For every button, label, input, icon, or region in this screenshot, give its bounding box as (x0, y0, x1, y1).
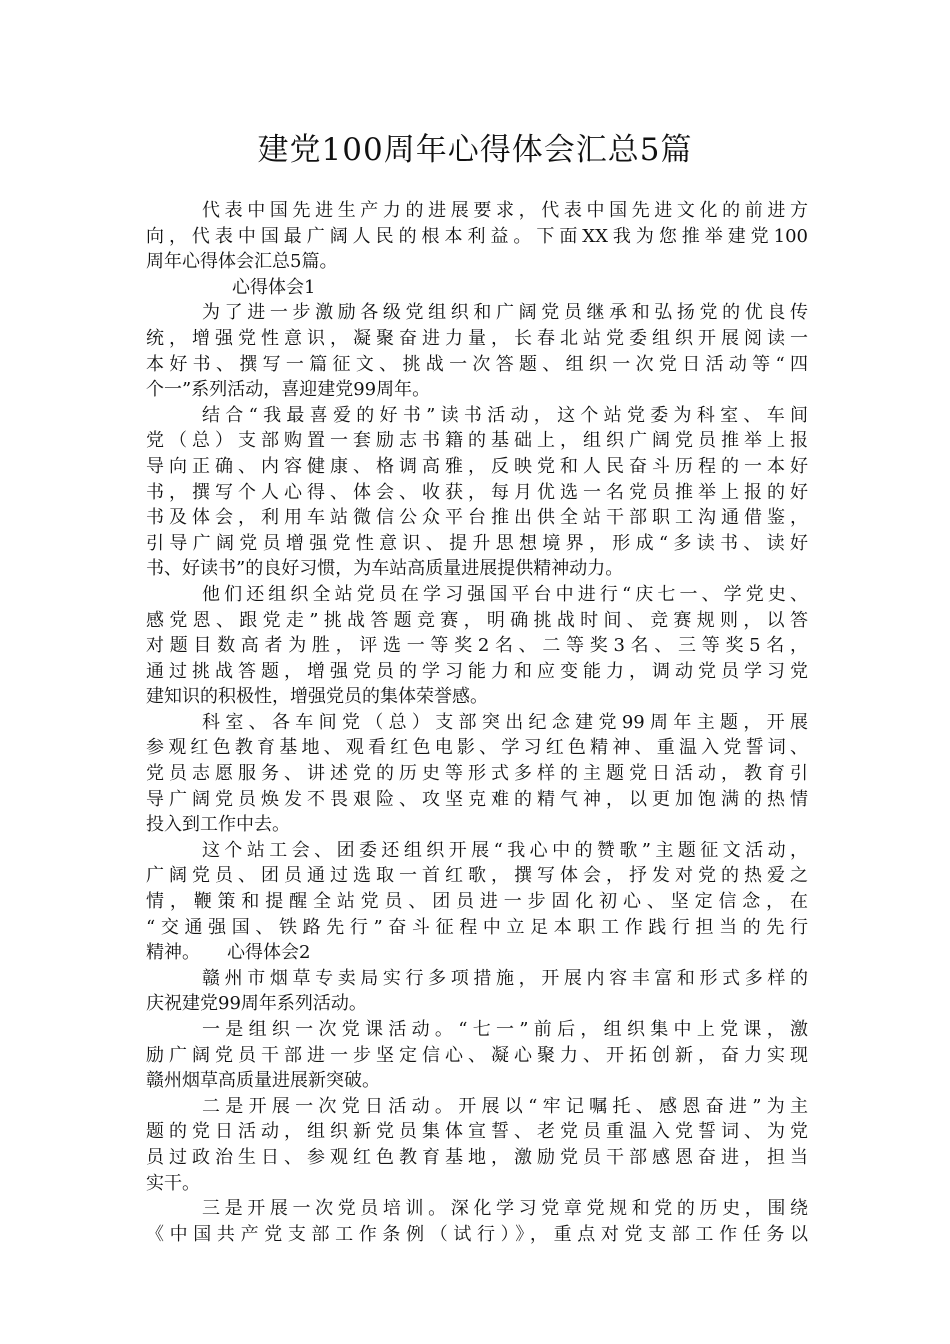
text-line: 对题目数高者为胜，评选一等奖2名、二等奖3名、三等奖5名， (146, 635, 808, 657)
text-line: 个一”系列活动，喜迎建党99周年。 (146, 379, 431, 401)
text-line: 党员志愿服务、讲述党的历史等形式多样的主题党日活动，教育引 (146, 763, 808, 785)
text-line: 代表中国先进生产力的进展要求，代表中国先进文化的前进方 (202, 200, 808, 221)
text-line: 结合“我最喜爱的好书”读书活动，这个站党委为科室、车间 (202, 404, 808, 426)
text-line: 实干。 (146, 1172, 200, 1194)
text-line: 《中国共产党支部工作条例（试行）》，重点对党支部工作任务以 (146, 1223, 808, 1245)
text-line: 参观红色教育基地、观看红色电影、学习红色精神、重温入党誓词、 (146, 737, 808, 759)
text-line: 建知识的积极性，增强党员的集体荣誉感。 (146, 686, 488, 708)
text-line: “交通强国、铁路先行”奋斗征程中立足本职工作践行担当的先行 (146, 916, 808, 938)
text-line: 投入到工作中去。 (146, 814, 290, 836)
text-line: 精神。 心得体会2 (146, 942, 311, 964)
text-line: 为了进一步激励各级党组织和广阔党员继承和弘扬党的优良传 (202, 302, 808, 324)
text-line: 这个站工会、团委还组织开展“我心中的赞歌”主题征文活动， (202, 839, 808, 861)
text-line: 感党恩、跟党走”挑战答题竞赛，明确挑战时间、竞赛规则，以答 (146, 609, 808, 631)
text-line: 庆祝建党99周年系列活动。 (146, 993, 367, 1015)
text-line: 书及体会，利用车站微信公众平台推出供全站干部职工沟通借鉴， (146, 507, 808, 529)
text-line: 情，鞭策和提醒全站党员、团员进一步固化初心、坚定信念，在 (146, 891, 808, 913)
text-line: 赣州市烟草专卖局实行多项措施，开展内容丰富和形式多样的 (202, 967, 808, 989)
text-line: 统，增强党性意识，凝聚奋进力量，长春北站党委组织开展阅读一 (146, 327, 808, 349)
text-line: 广阔党员、团员通过选取一首红歌，撰写体会，抒发对党的热爱之 (146, 865, 808, 887)
text-line: 二是开展一次党日活动。开展以“牢记嘱托、感恩奋进”为主 (202, 1095, 808, 1117)
text-line: 励广阔党员干部进一步坚定信心、凝心聚力、开拓创新，奋力实现 (146, 1044, 808, 1066)
document-body (146, 198, 808, 1247)
text-line: 本好书、撰写一篇征文、挑战一次答题、组织一次党日活动等“四 (146, 353, 808, 375)
text-line: 导向正确、内容健康、格调高雅，反映党和人民奋斗历程的一本好 (146, 455, 808, 477)
text-line: 通过挑战答题，增强党员的学习能力和应变能力，调动党员学习党 (146, 660, 808, 682)
text-line: 书、好读书”的良好习惯，为车站高质量进展提供精神动力。 (146, 558, 624, 580)
text-line: 向，代表中国最广阔人民的根本利益。下面XX我为您推举建党100 (146, 225, 808, 247)
text-line: 赣州烟草高质量进展新突破。 (146, 1070, 380, 1092)
text-line: 周年心得体会汇总5篇。 (146, 251, 338, 273)
text-line: 导广阔党员焕发不畏艰险、攻坚克难的精气神，以更加饱满的热情 (146, 788, 808, 810)
text-line: 党（总）支部购置一套励志书籍的基础上，组织广阔党员推举上报 (146, 430, 808, 452)
text-line: 他们还组织全站党员在学习强国平台中进行“庆七一、学党史、 (202, 583, 808, 605)
text-line: 一是组织一次党课活动。“七一”前后，组织集中上党课，激 (202, 1019, 808, 1040)
text-line: 员过政治生日、参观红色教育基地，激励党员干部感恩奋进，担当 (146, 1146, 808, 1168)
text-line: 引导广阔党员增强党性意识、提升思想境界，形成“多读书、读好 (146, 532, 808, 554)
section-heading: 心得体会1 (232, 276, 316, 298)
text-line: 科室、各车间党（总）支部突出纪念建党99周年主题，开展 (202, 711, 808, 733)
text-line: 题的党日活动，组织新党员集体宣誓、老党员重温入党誓词、为党 (146, 1121, 808, 1143)
text-line: 三是开展一次党员培训。深化学习党章党规和党的历史，围绕 (202, 1198, 808, 1220)
document-title: 建党100周年心得体会汇总5篇 (257, 132, 693, 168)
text-line: 书，撰写个人心得、体会、收获，每月优选一名党员推举上报的好 (146, 481, 808, 503)
